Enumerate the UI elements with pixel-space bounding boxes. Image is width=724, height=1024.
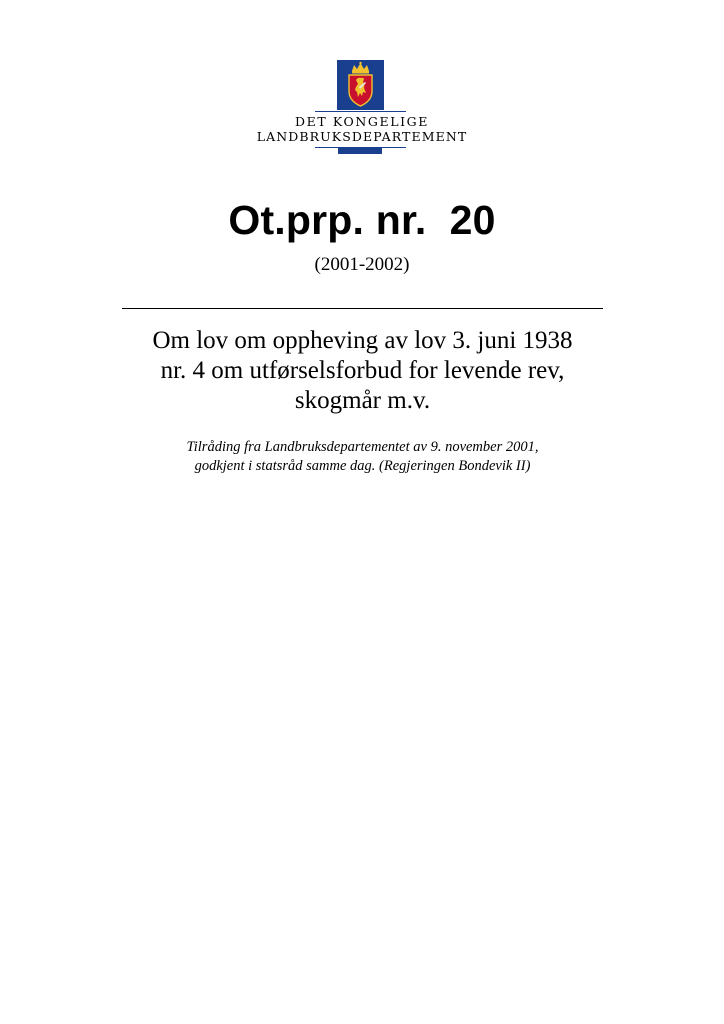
recommendation-note bbox=[122, 438, 603, 476]
title-line: skogmår m.v. bbox=[294, 387, 431, 414]
logo-tab bbox=[338, 148, 382, 154]
department-name-line-2: LANDBRUKSDEPARTEMENT bbox=[256, 129, 468, 144]
horizontal-rule bbox=[122, 308, 603, 309]
title-line: Om lov om oppheving av lov 3. juni 1938 bbox=[152, 327, 573, 354]
parliamentary-session: (2001-2002) bbox=[314, 254, 410, 275]
title-line: nr. 4 om utførselsforbud for levende rev, bbox=[160, 357, 565, 384]
norwegian-coat-of-arms-icon bbox=[337, 60, 384, 110]
note-line: Tilråding fra Landbruksdepartementet av 9. november 2001, bbox=[186, 439, 539, 455]
document-title bbox=[122, 326, 603, 416]
note-line: godkjent i statsråd samme dag. (Regjeringen Bondevik II) bbox=[194, 458, 531, 474]
department-logo bbox=[252, 60, 472, 156]
department-name-line-1: DET KONGELIGE bbox=[295, 114, 429, 129]
document-number: Ot.prp. nr. 20 bbox=[228, 197, 496, 243]
logo-divider-top bbox=[315, 111, 406, 112]
